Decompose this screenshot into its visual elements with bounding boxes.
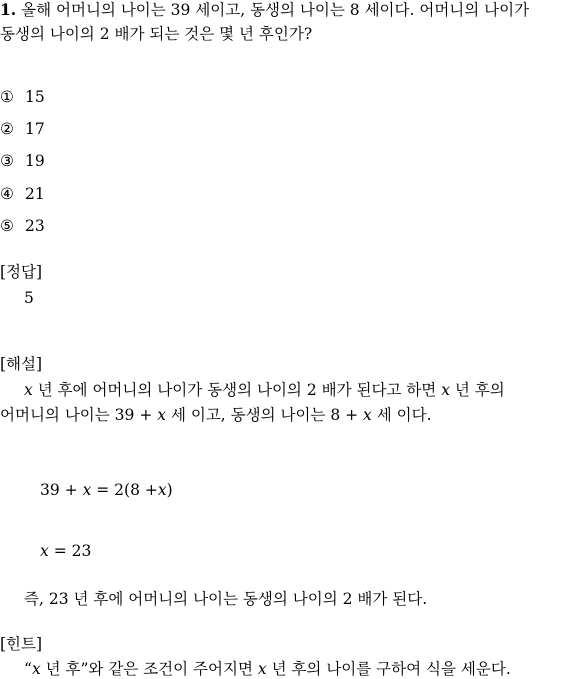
explanation-text: 세 이다. [376,406,432,424]
answer-heading: [정답] [0,263,43,281]
variable-x: x [441,381,450,399]
choice-value: 23 [25,217,45,235]
choice-marker: ① [0,88,14,106]
hint-heading: [힌트] [0,635,43,653]
variable-x: x [157,481,167,499]
variable-x: x [31,660,41,678]
equation-1 [40,480,173,500]
choice-4[interactable] [0,184,45,204]
variable-x: x [363,406,372,424]
choice-1[interactable] [0,87,45,107]
choice-3[interactable] [0,151,45,171]
hint-text [0,659,511,679]
question-text-line2: 동생의 나이의 2 배가 되는 것은 몇 년 후인가? [0,25,313,43]
equation-part: = 2(8 + [96,481,158,499]
choice-5[interactable] [0,216,45,236]
variable-x: x [82,481,92,499]
question-line-2 [0,24,312,44]
question-number: 1. [0,0,17,19]
hint-text-part: 년 후의 나이를 구하여 식을 세운다. [271,660,511,678]
explanation-conclusion: 즉, 23 년 후에 어머니의 나이는 동생의 나이의 2 배가 된다. [24,590,428,608]
explanation-text: 세 이고, 동생의 나이는 8 + [170,406,359,424]
explanation-text: 년 후의 [454,381,505,399]
equation-part: = 23 [53,542,92,560]
explanation-line-2 [0,405,432,425]
choice-value: 19 [25,152,45,170]
choice-value: 15 [25,88,45,106]
choice-value: 17 [25,120,45,138]
hint-text-part: 년 후”와 같은 조건이 주어지면 [45,660,253,678]
explanation-text: 년 후에 어머니의 나이가 동생의 나이의 2 배가 된다고 하면 [37,381,437,399]
choice-marker: ④ [0,185,14,203]
hint-text-part: “ [24,660,32,678]
choice-2[interactable] [0,119,45,139]
variable-x: x [257,660,267,678]
choice-value: 21 [25,185,45,203]
question-text-line1: 올해 어머니의 나이는 39 세이고, 동생의 나이는 8 세이다. 어머니의 나이가 [21,1,530,19]
choice-marker: ③ [0,152,14,170]
question-line-1 [0,0,529,20]
variable-x: x [24,381,33,399]
answer-value: 5 [24,289,34,307]
equation-part: 39 + [40,481,78,499]
explanation-heading: [해설] [0,355,43,373]
choice-marker: ⑤ [0,217,14,235]
variable-x: x [157,406,166,424]
equation-part: ) [166,481,173,499]
variable-x: x [40,542,49,560]
explanation-text: 어머니의 나이는 39 + [0,406,153,424]
equation-2 [40,541,91,561]
explanation-line-1 [0,380,505,400]
choice-marker: ② [0,120,14,138]
